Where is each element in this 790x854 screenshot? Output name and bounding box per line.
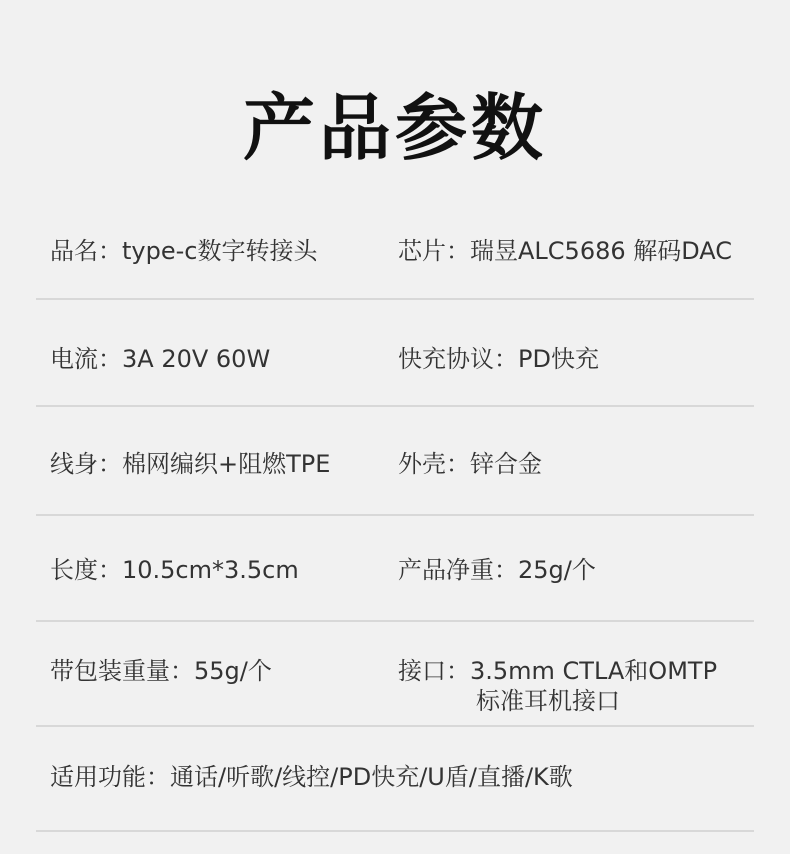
spec-fast-charge: 快充协议：PD快充 <box>398 345 599 373</box>
spec-row-3 <box>36 449 754 479</box>
spec-product-name: 品名：type-c数字转接头 <box>50 237 318 265</box>
divider <box>36 830 754 832</box>
spec-interface-line1: 接口：3.5mm CTLA和OMTP <box>398 657 718 685</box>
spec-length: 长度：10.5cm*3.5cm <box>50 556 299 584</box>
divider <box>36 405 754 407</box>
divider <box>36 298 754 300</box>
spec-row-6 <box>36 762 754 792</box>
spec-functions: 适用功能：通话/听歌/线控/PD快充/U盾/直播/K歌 <box>50 763 573 791</box>
divider <box>36 620 754 622</box>
page-title: 产品参数 <box>242 86 547 170</box>
spec-interface-line2: 标准耳机接口 <box>476 687 620 715</box>
spec-shell: 外壳：锌合金 <box>398 450 542 478</box>
spec-cable-body: 线身：棉网编织+阻燃TPE <box>50 450 331 478</box>
spec-chip: 芯片：瑞昱ALC5686 解码DAC <box>398 237 733 265</box>
spec-interface <box>398 656 717 716</box>
spec-row-5 <box>36 656 754 718</box>
spec-package-weight: 带包装重量：55g/个 <box>50 657 272 685</box>
spec-row-2 <box>36 344 754 374</box>
divider <box>36 514 754 516</box>
spec-row-4 <box>36 555 754 585</box>
spec-current: 电流：3A 20V 60W <box>50 345 271 373</box>
divider <box>36 725 754 727</box>
spec-net-weight: 产品净重：25g/个 <box>398 556 596 584</box>
spec-row-1 <box>36 236 754 266</box>
